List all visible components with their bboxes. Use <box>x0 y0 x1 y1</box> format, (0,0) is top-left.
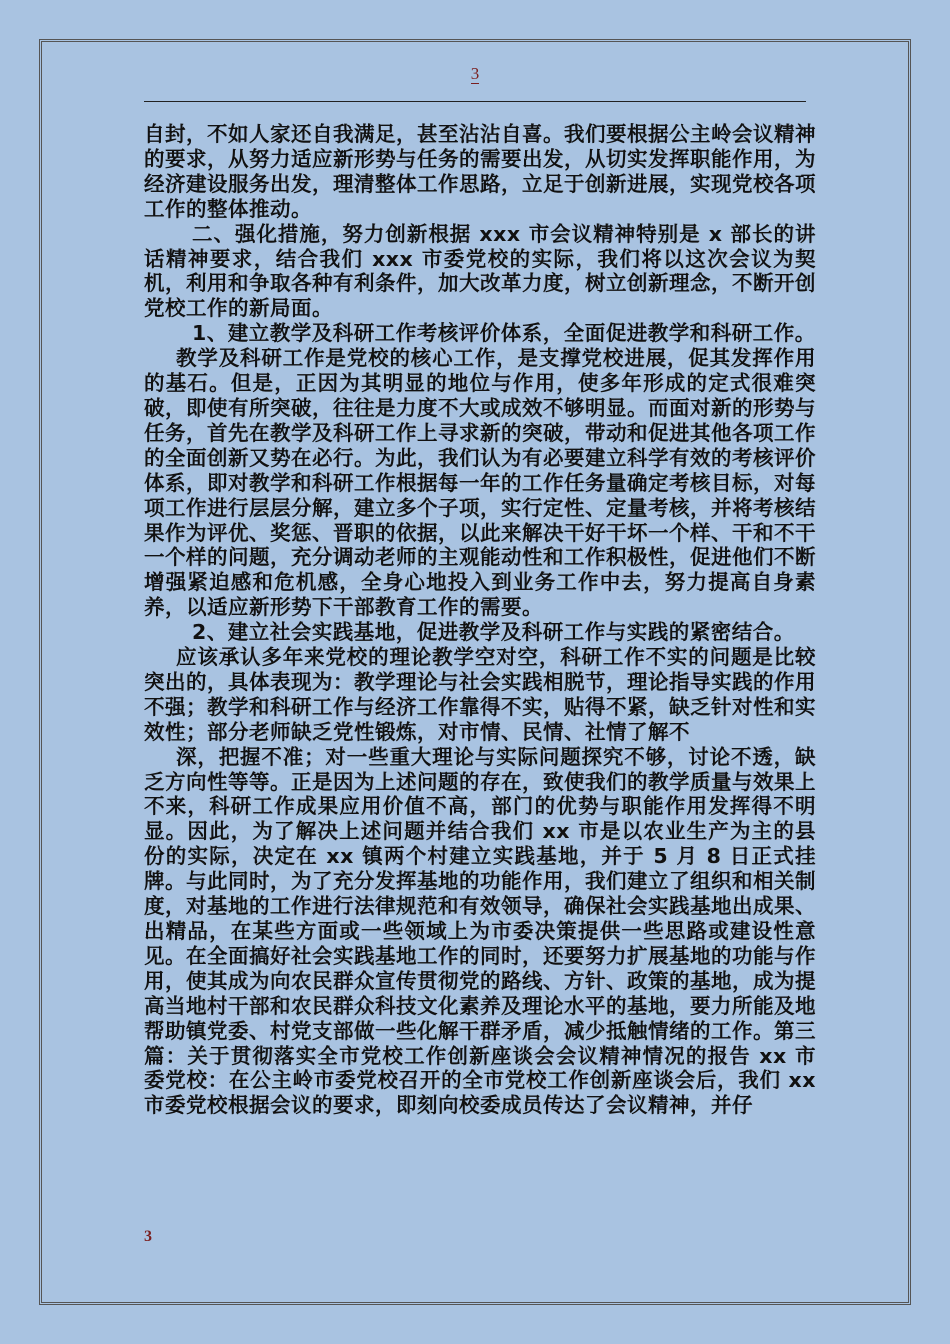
header-page-number: 3 <box>470 64 480 83</box>
document-body <box>144 122 816 1118</box>
header-divider <box>144 101 806 102</box>
paragraph: 教学及科研工作是党校的核心工作，是支撑党校进展，促其发挥作用的基石。但是，正因为其明显的地位与作用，使多年形成的定式很难突破，即使有所突破，往往是力度不大或成效不够明显。而面对新的形势与任务，首先在教学及科研工作上寻求新的突破，带动和促进其他各项工作的全面创新又势在必行。为此，我们认为有必要建立科学有效的考核评价体系，即对教学和科研工作根据每一年的工作任务量确定考核目标，对每项工作进行层层分解，建立多个子项，实行定性、定量考核，并将考核结果作为评优、奖惩、晋职的依据，以此来解决干好干坏一个样、干和不干一个样的问题，充分调动老师的主观能动性和工作积极性，促进他们不断增强紧迫感和危机感，全身心地投入到业务工作中去，努力提高自身素养，以适应新形势下干部教育工作的需要。 <box>144 346 816 620</box>
subsection-heading: 2、建立社会实践基地，促进教学及科研工作与实践的紧密结合。 <box>192 620 795 645</box>
paragraph: 深，把握不准；对一些重大理论与实际问题探究不够，讨论不透，缺乏方向性等等。正是因为上述问题的存在，致使我们的教学质量与效果上不来，科研工作成果应用价值不高，部门的优势与职能作用发挥得不明显。因此，为了解决上述问题并结合我们 xx 市是以农业生产为主的县份的实际，决定在 xx 镇两个村建立实践基地，并于 5 月 8 日正式挂牌。与此同时，为了充分发挥基地的功能作用，我们建立了组织和相关制度，对基地的工作进行法律规范和有效领导，确保社会实践基地出成果、出精品，在某些方面或一些领域上为市委决策提供一些思路或建设性意见。在全面搞好社会实践基地工作的同时，还要努力扩展基地的功能与作用，使其成为向农民群众宣传贯彻党的路线、方针、政策的基地，成为提高当地村干部和农民群众科技文化素养及理论水平的基地，要力所能及地帮助镇党委、村党支部做一些化解干群矛盾，减少抵触情绪的工作。第三篇：关于贯彻落实全市党校工作创新座谈会会议精神情况的报告 xx 市委党校：在公主岭市委党校召开的全市党校工作创新座谈会后，我们 xx 市委党校根据会议的要求，即刻向校委成员传达了会议精神，并仔 <box>144 744 816 1118</box>
footer-page-number: 3 <box>144 1228 152 1245</box>
paragraph: 应该承认多年来党校的理论教学空对空，科研工作不实的问题是比较突出的，具体表现为：教学理论与社会实践相脱节，理论指导实践的作用不强；教学和科研工作与经济工作靠得不实，贴得不紧，缺乏针对性和实效性；部分老师缺乏党性锻炼，对市情、民情、社情了解不 <box>144 645 816 744</box>
paragraph: 自封，不如人家还自我满足，甚至沾沾自喜。我们要根据公主岭会议精神的要求，从努力适应新形势与任务的需要出发，从切实发挥职能作用，为经济建设服务出发，理清整体工作思路，立足于创新进展，实现党校各项工作的整体推动。 <box>144 122 816 221</box>
section-heading: 二、强化措施，努力创新根据 xxx 市会议精神特别是 x 部长的讲话精神要求，结合我们 xxx 市委党校的实际，我们将以这次会议为契机，利用和争取各种有利条件，加大改革力度，树立创新理念，不断开创党校工作的新局面。 <box>144 221 816 321</box>
subsection-heading: 1、建立教学及科研工作考核评价体系，全面促进教学和科研工作。 <box>192 321 816 346</box>
